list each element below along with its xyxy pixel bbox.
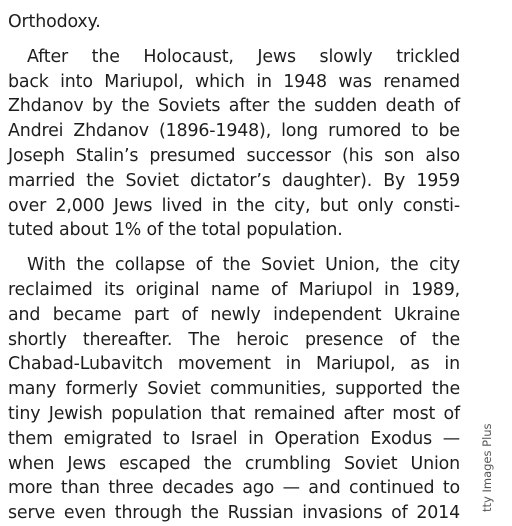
photo-credit <box>478 412 498 522</box>
photo-credit-text: tty Images Plus <box>480 423 494 512</box>
paragraph-3-line: and became part of newly independent Ukraine <box>8 304 460 325</box>
paragraph-3-line: tiny Jewish population that remained after most of <box>8 403 460 424</box>
paragraph-2-line: over 2,000 Jews lived in the city, but only consti- <box>8 195 460 216</box>
paragraph-3 <box>8 253 460 526</box>
paragraph-3-line: Chabad-Lubavitch movement in Mariupol, as in <box>8 354 460 375</box>
paragraph-2-line: Andrei Zhdanov (1896-1948), long rumored to be <box>8 121 460 142</box>
paragraph-2-line: back into Mariupol, which in 1948 was renamed <box>8 71 460 92</box>
paragraph-3-line: when Jews escaped the crumbling Soviet Union <box>8 453 460 474</box>
paragraph-3-line: more than three decades ago — and continued to <box>8 478 460 499</box>
paragraph-3-line: many formerly Soviet communities, supported the <box>8 379 460 400</box>
paragraph-gap <box>8 35 460 45</box>
paragraph-2-line: Zhdanov by the Soviets after the sudden death of <box>8 96 460 117</box>
paragraph-gap <box>8 243 460 253</box>
paragraph-2-line: Joseph Stalin’s presumed successor (his son also <box>8 145 460 166</box>
paragraph-3-line: them emigrated to Israel in Operation Exodus — <box>8 428 460 449</box>
paragraph-3-line: reclaimed its original name of Mariupol in 1989, <box>8 279 460 300</box>
paragraph-3-line: With the collapse of the Soviet Union, the city <box>27 255 460 276</box>
paragraph-2 <box>8 45 460 243</box>
paragraph-2-line: After the Holocaust, Jews slowly trickled <box>27 46 460 67</box>
paragraph-1-line: Orthodoxy. <box>8 12 101 32</box>
paragraph-3-line: shortly thereafter. The heroic presence of the <box>8 329 460 350</box>
paragraph-2-line: married the Soviet dictator’s daughter). By 1959 <box>8 170 460 191</box>
paragraph-3-line: serve even through the Russian invasions of 2014 <box>8 503 460 524</box>
article-column <box>8 0 460 526</box>
paragraph-2-line: tuted about 1% of the total population. <box>8 220 343 241</box>
